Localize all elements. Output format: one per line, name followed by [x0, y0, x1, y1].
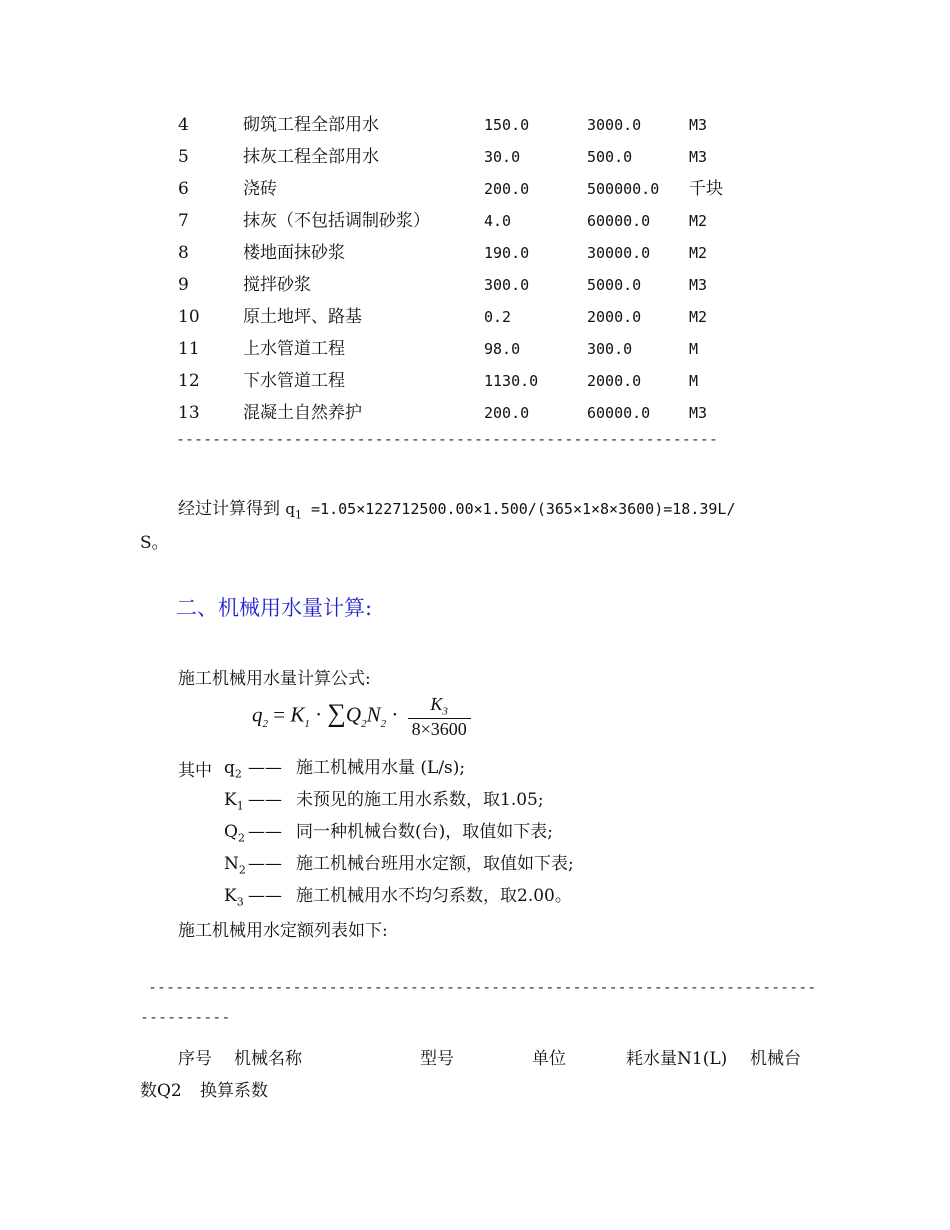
- cell-name: 下水管道工程: [243, 371, 345, 391]
- cell-qty: 60000.0: [587, 404, 651, 422]
- table-divider-top-wrap: ----------: [140, 1008, 231, 1026]
- cell-quota: 98.0: [484, 340, 521, 358]
- result-var: q: [285, 500, 296, 518]
- definition-text: 未预见的施工用水系数，取1.05;: [296, 790, 544, 810]
- fraction-numerator-k3: K: [430, 694, 443, 714]
- cell-no: 5: [178, 147, 189, 167]
- sum-symbol: ∑: [327, 698, 346, 728]
- cell-no: 7: [178, 211, 189, 231]
- cell-unit: M3: [689, 404, 708, 422]
- definition-symbol-sub: 3: [236, 895, 244, 909]
- cell-name: 原土地坪、路基: [243, 307, 362, 327]
- result-expression: =1.05×122712500.00×1.500/(365×1×8×3600)=18.39L/: [302, 500, 736, 518]
- cell-qty: 500000.0: [587, 180, 660, 198]
- cell-unit: M2: [689, 244, 708, 262]
- formula-k1-sub: 1: [304, 717, 310, 730]
- cell-unit: M3: [689, 116, 708, 134]
- cell-name: 抹灰（不包括调制砂浆）: [243, 211, 430, 231]
- cell-qty: 30000.0: [587, 244, 651, 262]
- cell-no: 12: [178, 371, 200, 391]
- cell-unit: M2: [689, 212, 708, 230]
- formula-fraction: [408, 694, 471, 740]
- definition-symbol-sub: 2: [238, 863, 246, 877]
- formula-lhs: q: [252, 702, 263, 727]
- cell-no: 8: [178, 243, 189, 263]
- result-prefix: 经过计算得到: [178, 499, 286, 519]
- cell-no: 11: [178, 339, 200, 359]
- cell-name: 搅拌砂浆: [243, 275, 311, 295]
- cell-qty: 3000.0: [587, 116, 642, 134]
- cell-qty: 300.0: [587, 340, 633, 358]
- result-line-2: S。: [140, 533, 169, 553]
- header-machine-count-wrap: 数Q2: [140, 1081, 182, 1101]
- fraction-denominator: 8×3600: [411, 718, 467, 739]
- table-divider-top: --------------------------------------------------------------------------: [148, 978, 817, 996]
- definition-symbol: [224, 850, 246, 884]
- formula-dot-2: ·: [386, 702, 404, 727]
- cell-qty: 2000.0: [587, 308, 642, 326]
- cell-quota: 4.0: [484, 212, 512, 230]
- cell-unit: M: [689, 372, 699, 390]
- cell-quota: 200.0: [484, 404, 530, 422]
- cell-unit: M2: [689, 308, 708, 326]
- definition-symbol-sub: 2: [237, 831, 245, 845]
- definition-text: 同一种机械台数(台)，取值如下表;: [296, 822, 553, 842]
- definition-dash: ——: [248, 822, 282, 842]
- cell-no: 9: [178, 275, 189, 295]
- cell-qty: 5000.0: [587, 276, 642, 294]
- header-machine-count: 机械台: [750, 1049, 801, 1069]
- definition-symbol-letter: Q: [224, 822, 238, 842]
- fraction-numerator-sub: 3: [442, 705, 448, 718]
- definition-symbol-letter: q: [224, 758, 235, 778]
- definition-text: 施工机械台班用水定额，取值如下表;: [296, 854, 574, 874]
- formula-lhs-sub: 2: [262, 717, 268, 730]
- cell-unit: M3: [689, 148, 708, 166]
- cell-no: 10: [178, 307, 200, 327]
- definition-symbol-sub: 1: [236, 799, 244, 813]
- definition-symbol-sub: 2: [234, 767, 242, 781]
- cell-name: 楼地面抹砂浆: [243, 243, 345, 263]
- definition-symbol: [224, 786, 244, 820]
- header-water-consumption: 耗水量N1(L): [626, 1049, 728, 1069]
- formula-equals: =: [268, 702, 291, 727]
- definition-dash: ——: [248, 854, 282, 874]
- header-unit: 单位: [532, 1049, 566, 1069]
- cell-unit: 千块: [689, 179, 723, 199]
- formula-k1: K: [290, 702, 305, 727]
- cell-quota: 190.0: [484, 244, 530, 262]
- table-divider: ------------------------------------------------------------: [176, 430, 718, 448]
- formula-n2: N: [366, 702, 381, 727]
- result-line: [178, 494, 736, 521]
- definition-symbol: [224, 818, 245, 852]
- definition-symbol-letter: K: [224, 886, 237, 906]
- cell-no: 6: [178, 179, 189, 199]
- definition-symbol-letter: K: [224, 790, 237, 810]
- formula-q2-sub: 2: [361, 717, 367, 730]
- header-no: 序号: [178, 1049, 212, 1069]
- formula: [252, 694, 471, 740]
- cell-no: 4: [178, 115, 189, 135]
- cell-name: 砌筑工程全部用水: [243, 115, 379, 135]
- cell-quota: 0.2: [484, 308, 512, 326]
- result-var-sub: 1: [295, 508, 303, 522]
- definition-dash: ——: [248, 758, 282, 778]
- cell-name: 抹灰工程全部用水: [243, 147, 379, 167]
- cell-quota: 150.0: [484, 116, 530, 134]
- header-model: 型号: [420, 1049, 454, 1069]
- cell-no: 13: [178, 403, 200, 423]
- section-heading: 二、机械用水量计算:: [176, 596, 373, 620]
- definition-symbol: [224, 754, 242, 788]
- cell-name: 上水管道工程: [243, 339, 345, 359]
- definition-dash: ——: [248, 790, 282, 810]
- fraction-numerator: [408, 694, 471, 719]
- cell-qty: 2000.0: [587, 372, 642, 390]
- cell-quota: 1130.0: [484, 372, 539, 390]
- cell-unit: M3: [689, 276, 708, 294]
- formula-intro: 施工机械用水量计算公式:: [178, 669, 371, 689]
- formula-n2-sub: 2: [380, 717, 387, 730]
- header-machine-name: 机械名称: [234, 1049, 302, 1069]
- header-conversion-factor: 换算系数: [200, 1081, 268, 1101]
- cell-name: 混凝土自然养护: [243, 403, 362, 423]
- cell-quota: 30.0: [484, 148, 521, 166]
- formula-q2: Q: [345, 702, 362, 727]
- definition-text: 施工机械用水量 (L/s);: [296, 758, 466, 778]
- cell-quota: 300.0: [484, 276, 530, 294]
- definition-dash: ——: [248, 886, 282, 906]
- definition-symbol: [224, 882, 244, 916]
- definition-symbol-letter: N: [224, 854, 239, 874]
- cell-quota: 200.0: [484, 180, 530, 198]
- cell-unit: M: [689, 340, 699, 358]
- cell-qty: 500.0: [587, 148, 633, 166]
- cell-name: 浇砖: [243, 179, 277, 199]
- definition-text: 施工机械用水不均匀系数，取2.00。: [296, 886, 572, 906]
- table-intro: 施工机械用水定额列表如下:: [178, 921, 388, 941]
- where-label: 其中: [178, 761, 212, 781]
- cell-qty: 60000.0: [587, 212, 651, 230]
- formula-dot: ·: [309, 702, 328, 727]
